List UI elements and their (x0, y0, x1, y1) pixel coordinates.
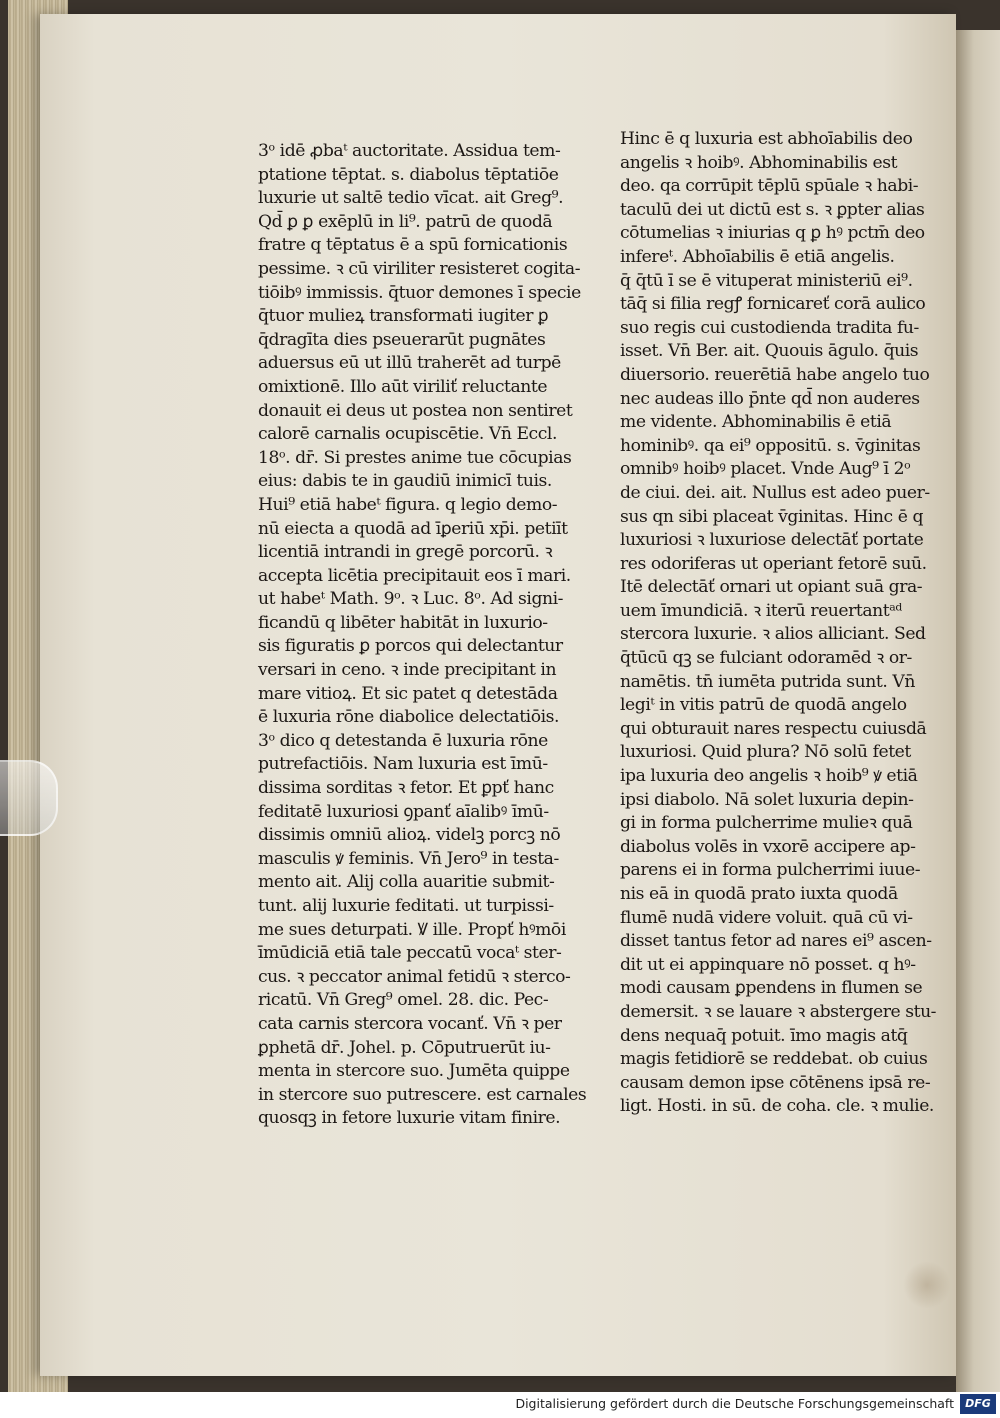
text-line: tāq̄ si filia regꝭ fornicareť corā aulico (620, 294, 926, 315)
text-line: ut habeᵗ Math. 9ᵒ. ꝛ Luc. 8ᵒ. Ad signi- (258, 589, 564, 610)
text-line: dens nequaq̄ potuit. īmo magis atq̄ (620, 1025, 908, 1046)
text-line: licentiā intrandi in gregē porcorū. ꝛ (258, 542, 553, 563)
text-line: modi causam ꝑpendens in flumen se (620, 978, 923, 999)
text-line: dit ut ei appinquare nō posset. q hꝰ- (620, 954, 916, 975)
text-line: ipa luxuria deo angelis ꝛ hoib⁹ ꝟ etiā (620, 766, 918, 787)
text-line: nis eā in quodā prato iuxta quodā (620, 884, 898, 904)
text-line: demersit. ꝛ se lauare ꝛ abstergere stu- (620, 1001, 937, 1022)
text-line: 18ᵒ. dr̄. Si prestes anime tue cōcupias (258, 447, 572, 468)
text-line: putrefactiōis. Nam luxuria est īmū- (258, 754, 548, 775)
text-line: in stercore suo putrescere. est carnales (258, 1084, 587, 1105)
text-line: suo regis cui custodienda tradita fu- (620, 317, 919, 338)
footer-bar (0, 1392, 1000, 1418)
text-line: ptatione tēptat. s. diabolus tēptatiōe (258, 164, 559, 185)
text-line: omnibꝰ hoibꝰ placet. Vnde Aug⁹ ī 2ᵒ (620, 459, 911, 480)
text-line: me sues deturpati. Ꝟ ille. Propť hꝰmōi (258, 919, 566, 940)
text-line: quosqꝫ in fetore luxurie vitam finire. (258, 1108, 561, 1129)
text-line: īmūdiciā etiā tale peccatū vocaᵗ ster- (258, 943, 562, 964)
dfg-logo: DFG (960, 1394, 996, 1414)
text-line: mento ait. Alij colla auaritie submit- (258, 872, 555, 893)
text-line: menta in stercore suo. Jumēta quippe (258, 1061, 570, 1082)
text-line: luxuriosi ꝛ luxuriose delectāť portate (620, 530, 924, 551)
text-line: Qd̄ ꝑ ꝑ exēplū in li⁹. patrū de quodā (258, 211, 553, 232)
text-line: 3ᵒ idē ꝓbaᵗ auctoritate. Assidua tem- (258, 141, 561, 161)
text-line: namētis. tn̄ iumēta putrida sunt. Vn̄ (620, 671, 915, 692)
text-line: q̄tuor mulieꝝ transformati iugiter ꝑ (258, 306, 549, 327)
facing-page-edge (956, 30, 1000, 1392)
text-line: eius: dabis te in gaudiū inimicī tuis. (258, 471, 552, 492)
text-line: cus. ꝛ peccator animal fetidū ꝛ sterco- (258, 966, 571, 987)
text-line: dissima sorditas ꝛ fetor. Et ꝑpť hanc (258, 778, 554, 799)
text-line: nū eiecta a quodā ad īꝑeriū xp̄i. petiīt (258, 518, 568, 539)
text-line: luxurie ut saltē tedio vīcat. ait Greg⁹. (258, 188, 564, 209)
text-line: ipsi diabolo. Nā solet luxuria depin- (620, 789, 914, 810)
text-line: q̄tūcū qꝫ se fulciant odoramēd ꝛ or- (620, 648, 912, 669)
right-text-column (620, 128, 936, 1119)
text-line: legiᵗ in vitis patrū de quodā angelo (620, 695, 907, 716)
text-line: nec audeas illo p̄nte qd̄ non auderes (620, 388, 920, 409)
text-line: infereᵗ. Abhoīabilis ē etiā angelis. (620, 246, 895, 267)
text-line: ē luxuria rōne diabolice delectatiōis. (258, 707, 560, 728)
text-line: stercora luxurie. ꝛ alios alliciant. Sed (620, 624, 926, 645)
text-line: ligt. Hosti. in sū. de coha. cle. ꝛ mulie. (620, 1096, 934, 1117)
text-line: isset. Vn̄ Ber. ait. Quouis āgulo. q̄uis (620, 341, 919, 362)
text-line: q̄dragīta dies pseuerarūt pugnātes (258, 329, 546, 350)
text-line: qui obturauit nares respectu cuiusdā (620, 718, 927, 739)
text-line: parens ei in forma pulcherrimi iuue- (620, 860, 921, 881)
footer-credit: Digitalisierung gefördert durch die Deutsche Forschungsgemeinschaft (515, 1396, 954, 1411)
text-line: uem īmundiciā. ꝛ iterū reuertantᵃᵈ (620, 600, 902, 621)
text-line: gi in forma pulcherrime mulieꝛ quā (620, 813, 913, 834)
text-line: aduersus eū ut illū traherēt ad turpē (258, 353, 561, 374)
text-line: calorē carnalis ocupiscētie. Vn̄ Eccl. (258, 424, 557, 445)
text-line: q̄ q̄tū ī se ē vituperat ministeriū ei⁹. (620, 270, 913, 291)
text-line: diabolus volēs in vxorē accipere ap- (620, 836, 916, 857)
text-line: sus qn sibi placeat v̄ginitas. Hinc ē q (620, 506, 924, 527)
text-line: fratre q tēptatus ē a spū fornicationis (258, 235, 568, 256)
text-line: tunt. alij luxurie feditati. ut turpissi- (258, 896, 554, 916)
text-line: feditatē luxuriosi ꝯpanť aīalibꝰ īmū- (258, 801, 549, 822)
text-line: hominibꝰ. qa ei⁹ oppositū. s. v̄ginitas (620, 435, 921, 456)
text-line: angelis ꝛ hoibꝰ. Abhominabilis est (620, 152, 898, 173)
text-line: omixtionē. Illo aūt viriliť reluctante (258, 376, 548, 397)
text-line: accepta licētia precipitauit eos ī mari. (258, 565, 571, 586)
text-line: ꝑphetā dr̄. Johel. p. Cōputruerūt iu- (258, 1037, 551, 1058)
text-line: disset tantus fetor ad nares ei⁹ ascen- (620, 931, 932, 952)
text-line: magis fetidiorē se reddebat. ob cuius (620, 1049, 928, 1070)
text-line: sis figuratis ꝑ porcos qui delectantur (258, 636, 563, 657)
text-line: dissimis omniū alioꝝ. videlꝫ porcꝫ nō (258, 825, 561, 846)
text-line: masculis ꝟ feminis. Vn̄ Jero⁹ in testa- (258, 848, 559, 869)
text-line: Hui⁹ etiā habeᵗ figura. q legio demo- (258, 494, 558, 515)
text-line: ficandū q libēter habitāt in luxurio- (258, 612, 548, 633)
text-line: Itē delectāť ornari ut opiant suā gra- (620, 577, 923, 598)
text-line: 3ᵒ dico q detestanda ē luxuria rōne (258, 730, 548, 751)
left-text-column (258, 140, 586, 1131)
text-line: donauit ei deus ut postea non sentiret (258, 400, 573, 421)
text-line: tiōibꝰ immissis. q̄tuor demones ī specie (258, 282, 581, 303)
text-line: causam demon ipse cōtēnens ipsā re- (620, 1072, 931, 1093)
plastic-page-clip (0, 760, 58, 836)
text-line: luxuriosi. Quid plura? Nō solū fetet (620, 742, 911, 763)
text-line: diuersorio. reuerētiā habe angelo tuo (620, 364, 930, 385)
text-line: res odoriferas ut operiant fetorē suū. (620, 553, 927, 574)
text-line: de ciui. dei. ait. Nullus est adeo puer- (620, 482, 930, 503)
text-line: pessime. ꝛ cū viriliter resisteret cogita- (258, 258, 581, 279)
text-line: mare vitioꝝ. Et sic patet q detestāda (258, 683, 558, 704)
text-line: flumē nudā videre voluit. quā cū vi- (620, 907, 913, 928)
text-line: taculū dei ut dictū est s. ꝛ ꝑpter alias (620, 199, 925, 220)
text-line: cata carnis stercora vocanť. Vn̄ ꝛ per (258, 1013, 562, 1034)
text-line: ricatū. Vn̄ Greg⁹ omel. 28. dic. Pec- (258, 990, 549, 1011)
text-line: deo. qa corrūpit tēplū spūale ꝛ habi- (620, 176, 919, 197)
text-line: Hinc ē q luxuria est abhoīabilis deo (620, 129, 913, 149)
text-line: cōtumelias ꝛ iniurias q ꝑ hꝰ pctm̄ deo (620, 223, 925, 244)
text-line: versari in ceno. ꝛ inde precipitant in (258, 660, 557, 681)
page-stain (902, 1262, 952, 1308)
text-line: me vidente. Abhominabilis ē etiā (620, 412, 892, 433)
